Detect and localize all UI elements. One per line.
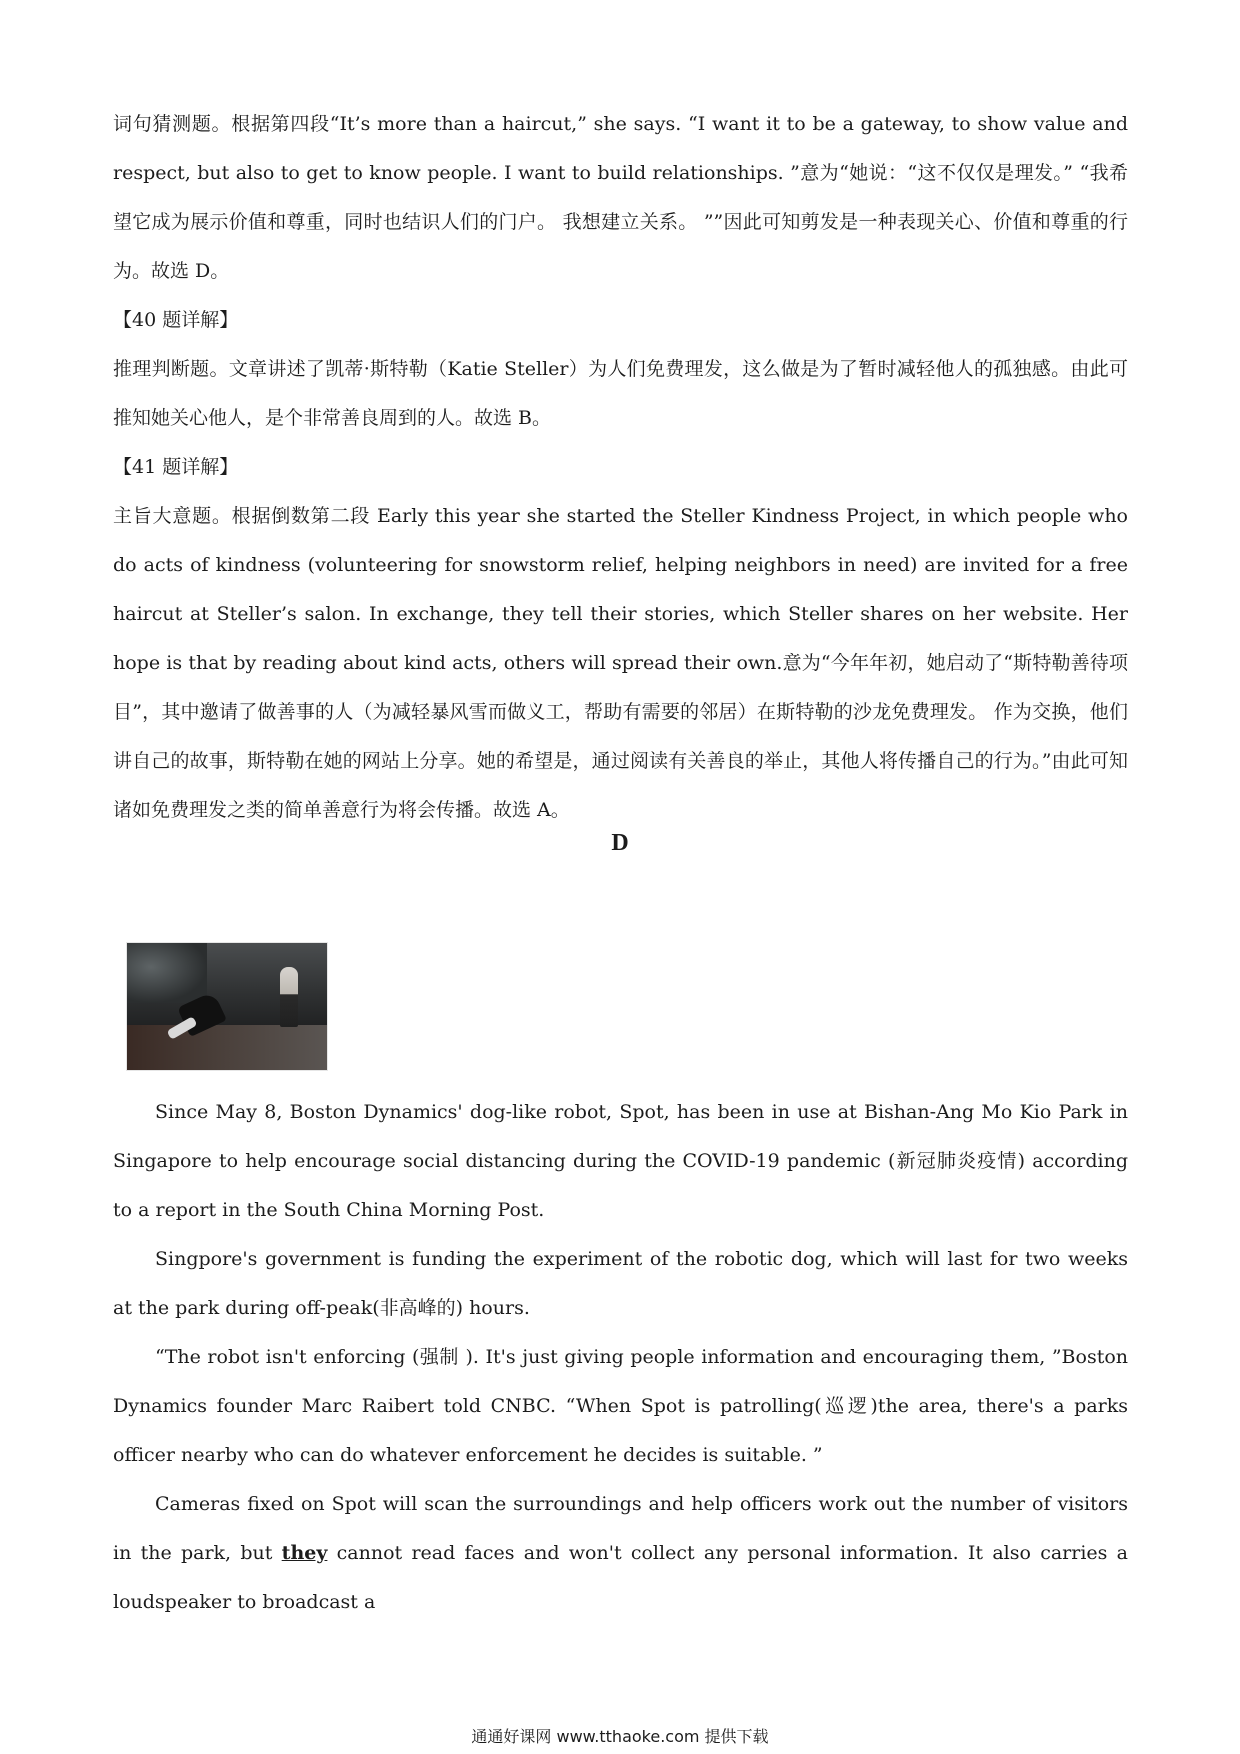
passage-paragraph-3: “The robot isn't enforcing (强制 ). It's just giving people information and encouraging them, ”Boston Dynamics founder Marc Raibert told CNBC. “When Spot is patrolling(巡逻)the area, there's a parks officer nearby who can do whatever enforcement he decides is suitable. ” [113,1346,1128,1466]
q40-heading: 【40 题详解】 [113,309,239,331]
p4-text-before: Cameras fixed on Spot will scan the surroundings and help officers work out the number of visitors in the park, but [113,1493,1128,1564]
person-shape [280,967,298,1027]
passage-block [113,1088,1128,1627]
q41-heading: 【41 题详解】 [113,456,239,478]
passage-paragraph-4 [113,1480,1128,1627]
passage-paragraph-2: Singpore's government is funding the experiment of the robotic dog, which will last for two weeks at the park during off-peak(非高峰的) hours. [113,1248,1128,1319]
explanations-block [113,100,1128,835]
q39-explanation: 词句猜测题。根据第四段“It’s more than a haircut,” she says. “I want it to be a gateway, to show value and respect, but also to get to know people. I want to build relationships. ”意为“她说：“这不仅仅是理发。” “我希望它成为展示价值和尊重，同时也结识人们的门户。 我想建立关系。 ””因此可知剪发是一种表现关心、价值和尊重的行为。故选 D。 [113,113,1128,282]
section-title: D [611,830,629,856]
robot-dog-photo [126,942,328,1071]
photo-trees [127,943,207,1003]
q41-explanation: 主旨大意题。根据倒数第二段 Early this year she started the Steller Kindness Project, in which people who do acts of kindness (volunteering for snowstorm relief, helping neighbors in need) are invited for a free haircut at Steller’s salon. In exchange, they tell their stories, which Steller shares on her website. Her hope is that by reading about kind acts, others will spread their own.意为“今年年初，她启动了“斯特勒善待项目”，其中邀请了做善事的人（为减轻暴风雪而做义工，帮助有需要的邻居）在斯特勒的沙龙免费理发。 作为交换，他们讲自己的故事，斯特勒在她的网站上分享。她的希望是，通过阅读有关善良的举止，其他人将传播自己的行为。”由此可知诸如免费理发之类的简单善意行为将会传播。故选 A。 [113,505,1128,821]
footer-source: 通通好课网 www.tthaoke.com 提供下载 [471,1727,769,1746]
photo-ground [127,1025,327,1070]
passage-paragraph-1: Since May 8, Boston Dynamics' dog-like robot, Spot, has been in use at Bishan-Ang Mo Kio Park in Singapore to help encourage social distancing during the COVID-19 pandemic (新冠肺炎疫情) according to a report in the South China Morning Post. [113,1101,1128,1221]
p4-text-after: cannot read faces and won't collect any personal information. It also carries a loudspeaker to broadcast a [113,1542,1128,1613]
underlined-word-they: they [281,1542,328,1564]
q40-explanation: 推理判断题。文章讲述了凯蒂·斯特勒（Katie Steller）为人们免费理发，这么做是为了暂时减轻他人的孤独感。由此可推知她关心他人，是个非常善良周到的人。故选 B。 [113,358,1128,429]
